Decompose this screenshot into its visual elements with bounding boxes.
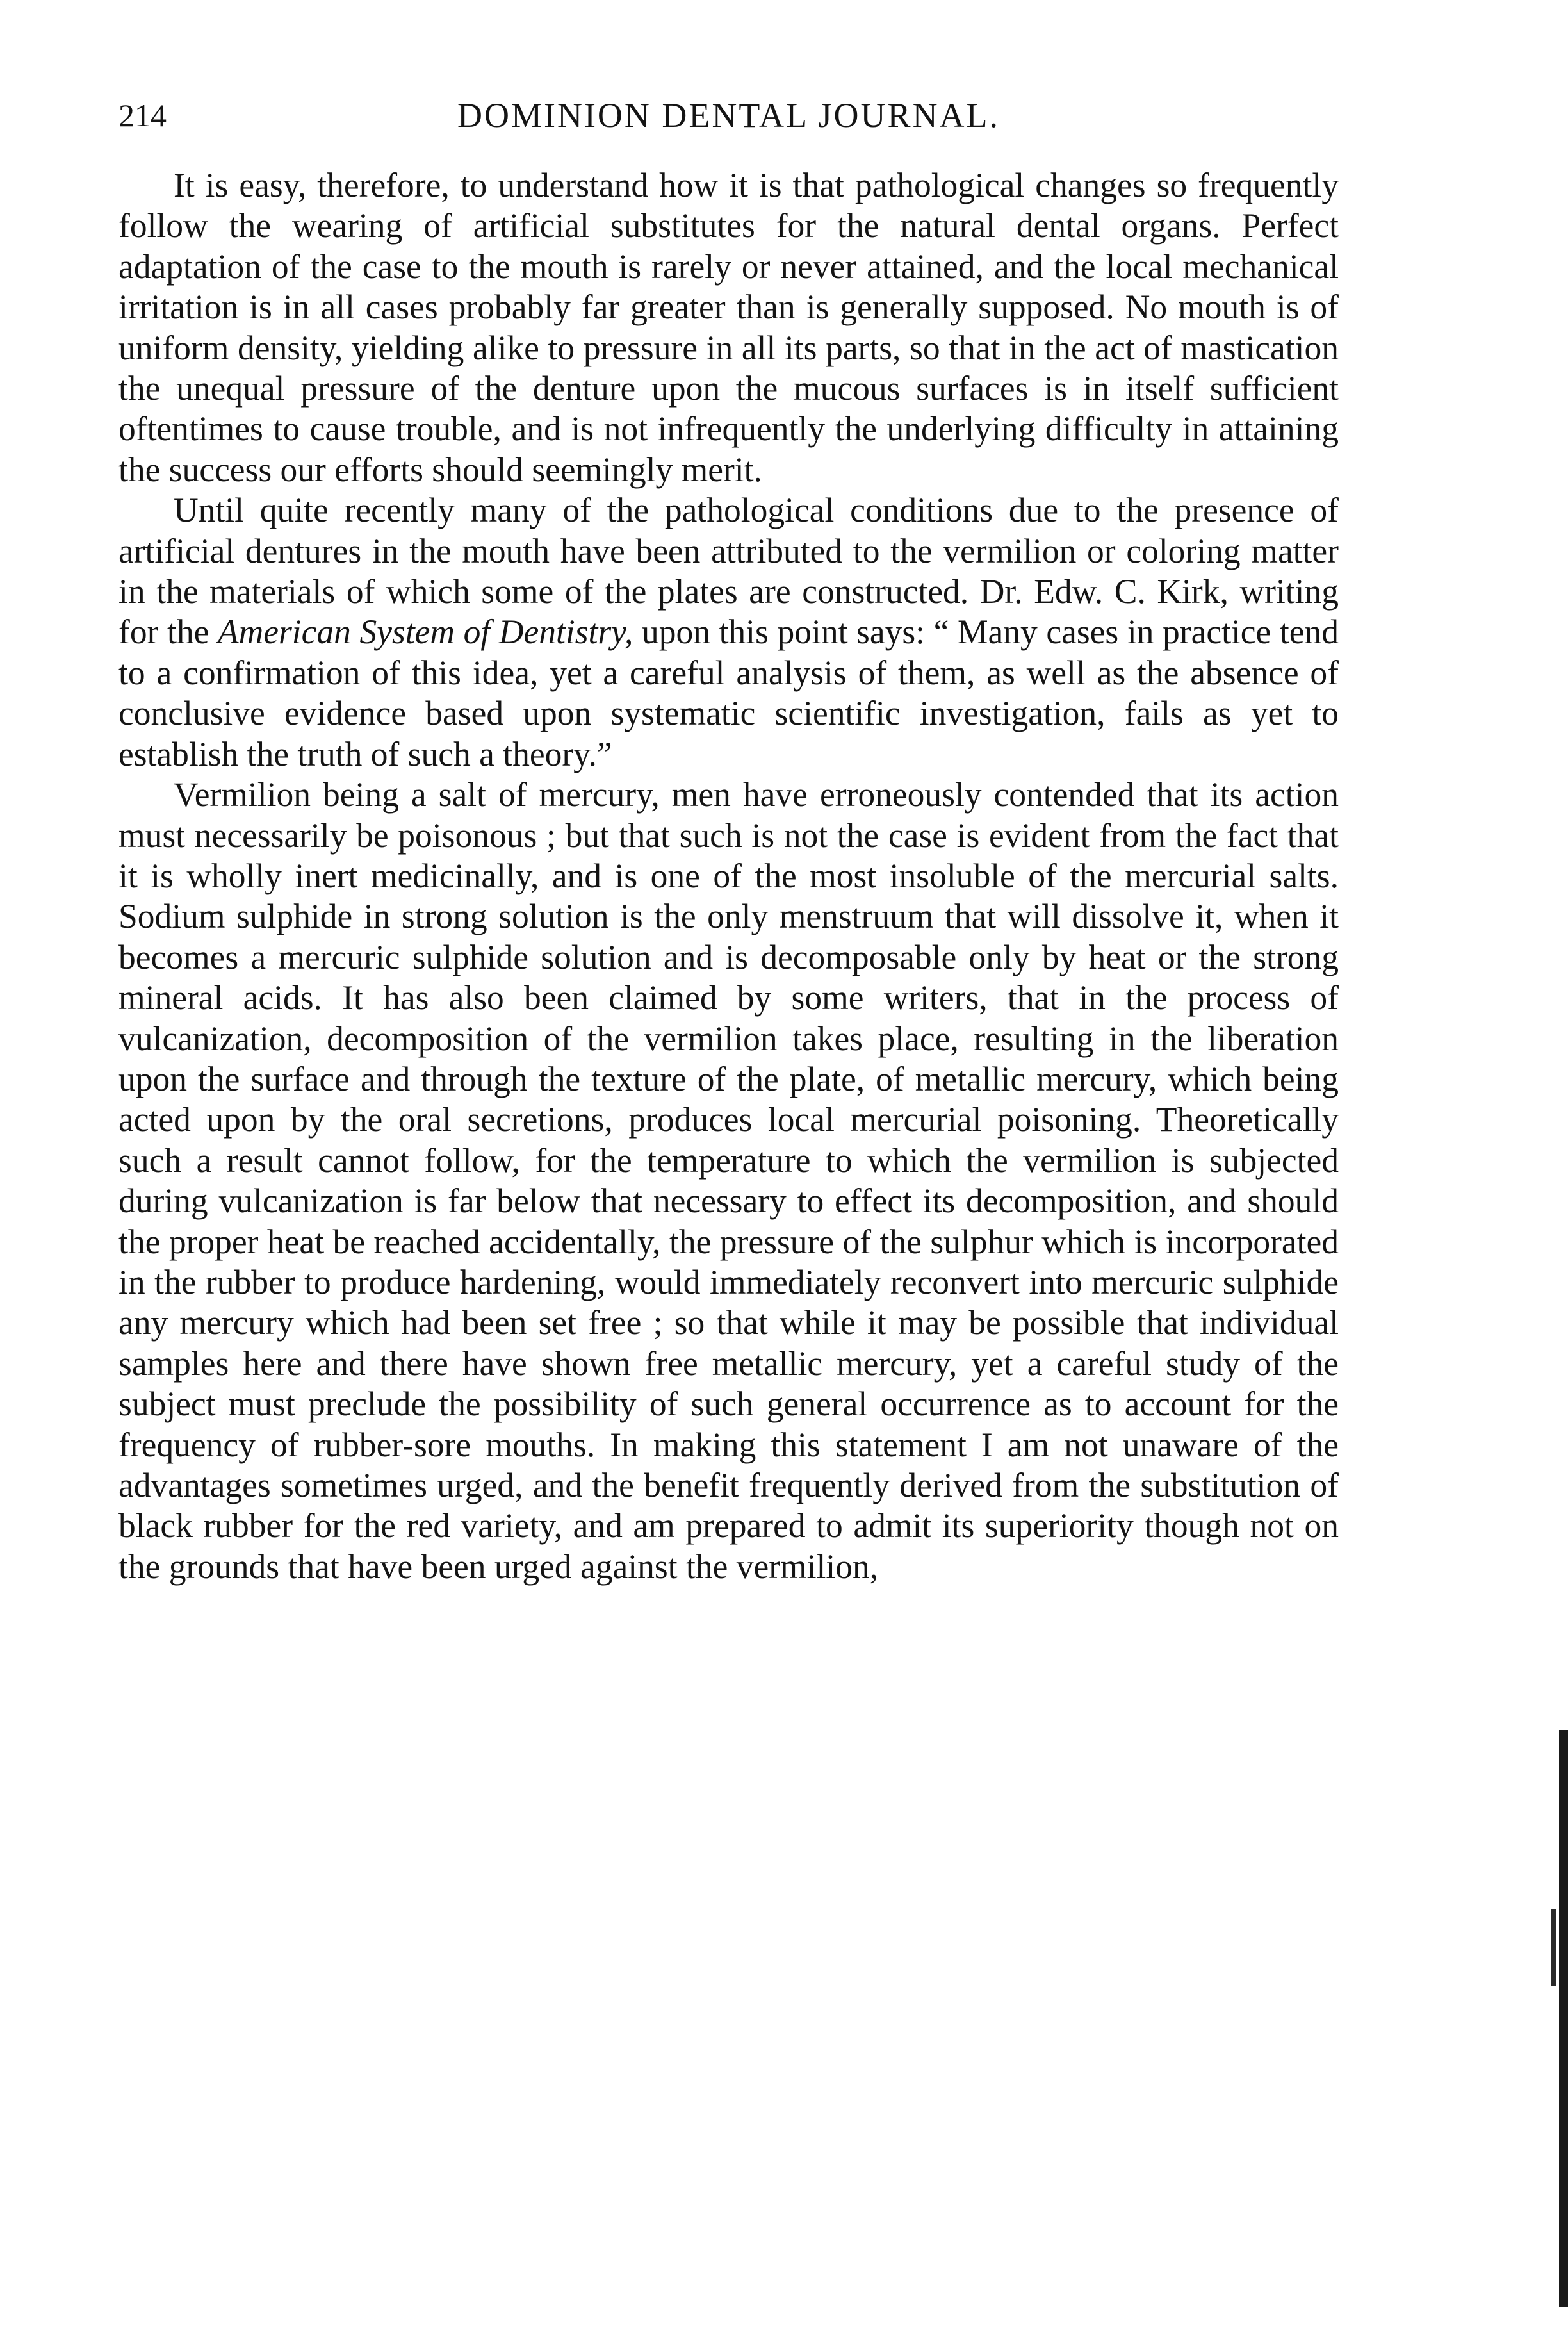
paragraph-2 <box>118 490 1339 775</box>
article-body <box>118 165 1339 1587</box>
paragraph-2-lead: Until quite recently many of the pathological conditions due to the presence of artificial dentures in the mouth have been attributed to the vermilion or coloring matter in the materials of which some of the plates are constructed. Dr. Edw. C. Kirk, writing for the <box>118 491 1339 652</box>
paragraph-3: Vermilion being a salt of mercury, men have erroneously contended that its action must necessarily be poisonous ; but that such is not the case is evident from the fact that it is wholly inert medicinally, and is one of the most insoluble of the mercurial salts. Sodium sulphide in strong solution is the only menstruum that will dissolve it, when it becomes a mercuric sulphide solution and is decomposable only by heat or the strong mineral acids. It has also been claimed by some writers, that in the process of vulcanization, decomposition of the vermilion takes place, resulting in the liberation upon the surface and through the texture of the plate, of metallic mercury, which being acted upon by the oral secretions, produces local mercurial poisoning. Theoretically such a result cannot follow, for the temperature to which the vermilion is subjected during vulcanization is far below that necessary to effect its decomposition, and should the proper heat be reached accidentally, the pressure of the sulphur which is incorporated in the rubber to produce hardening, would immediately reconvert into mercuric sulphide any mercury which had been set free ; so that while it may be possible that individual samples here and there have shown free metallic mercury, yet a careful study of the subject must preclude the possibility of such general occurrence as to account for the frequency of rubber-sore mouths. In making this statement I am not unaware of the advantages sometimes urged, and the benefit frequently derived from the substitution of black rubber for the red variety, and am prepared to admit its superiority though not on the grounds that have been urged against the vermilion, <box>118 775 1339 1586</box>
paragraph-1: It is easy, therefore, to understand how it is that pathological changes so frequently follow the wearing of artificial substitutes for the natural dental organs. Perfect adaptation of the case to the mouth is rarely or never attained, and the local mechanical irritation is in all cases probably far greater than is generally supposed. No mouth is of uniform density, yielding alike to pressure in all its parts, so that in the act of mastication the unequal pressure of the denture upon the mucous surfaces is in itself sufficient oftentimes to cause trouble, and is not infrequently the underlying difficulty in attaining the success our efforts should seemingly merit. <box>118 166 1339 489</box>
page-header <box>118 90 1339 141</box>
page-edge-mark <box>1551 1909 1556 1986</box>
cited-work-title: American System of Dentistry, <box>217 613 633 652</box>
page-edge-shadow <box>1559 1730 1568 2307</box>
paragraph-2-rest: upon this point says: “ Many cases in practice tend to a confirmation of this idea, yet a careful analysis of them, as well as the absence of conclusive evidence based upon systematic scientific investigation, fails as yet to establish the truth of such a theory.” <box>118 613 1339 773</box>
page-number: 214 <box>118 97 167 133</box>
running-title: DOMINION DENTAL JOURNAL. <box>457 96 1000 135</box>
